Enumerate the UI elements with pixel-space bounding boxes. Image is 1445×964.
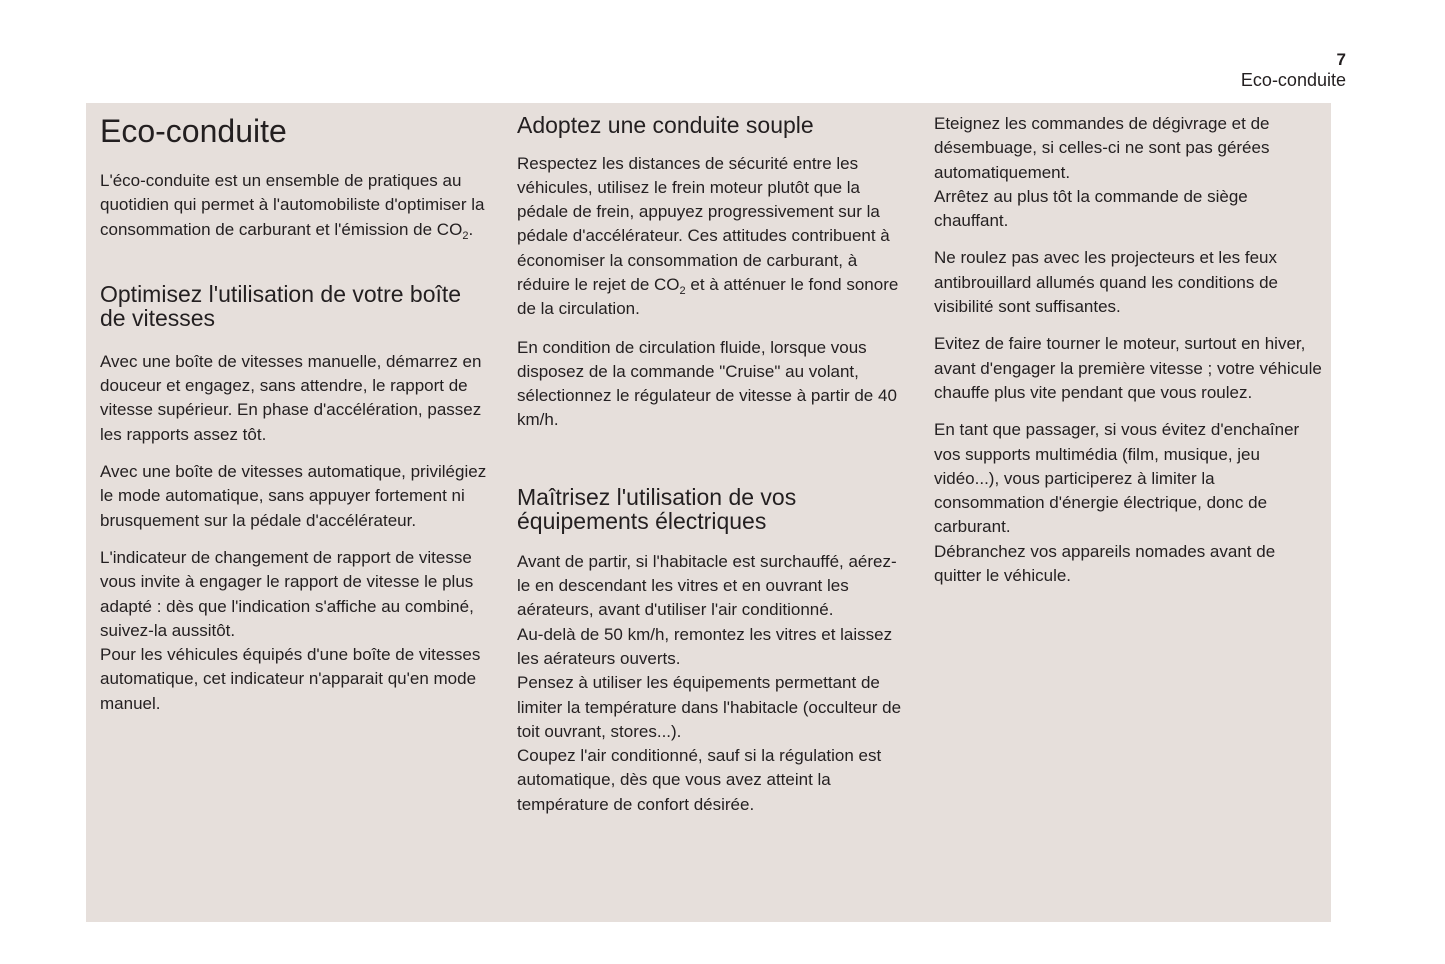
intro-text: L'éco-conduite est un ensemble de pratiques au quotidien qui permet à l'automobiliste d'optimiser la consommation de carburant et l'émission de CO — [100, 171, 485, 239]
intro-paragraph — [100, 169, 492, 242]
electrical-line-1: Avant de partir, si l'habitacle est surchauffé, aérez-le en descendant les vitres et en ouvrant les aérateurs, avant d'utiliser l'air conditionné. — [517, 551, 897, 620]
co2-subscript: 2 — [462, 229, 469, 242]
smooth-driving-text-end: et à atténuer le fond sonore de la circulation. — [517, 274, 899, 319]
paragraph-headlights: Ne roulez pas avec les projecteurs et les feux antibrouillard allumés quand les conditions de visibilité sont suffisantes. — [934, 248, 1278, 317]
content-panel — [86, 103, 1331, 922]
gear-indicator-line-1: L'indicateur de changement de rapport de vitesse vous invite à engager le rapport de vitesse le plus adapté : dès que l'indication s'affiche au combiné, suivez-la aussitôt. — [100, 547, 474, 640]
paragraph-gear-indicator — [100, 546, 492, 716]
section-heading-electrical: Maîtrisez l'utilisation de vos équipements électriques — [517, 483, 797, 535]
paragraph-electrical-equipment — [517, 550, 909, 817]
column-3 — [934, 112, 1326, 601]
multimedia-line-2: Débranchez vos appareils nomades avant de quitter le véhicule. — [934, 541, 1276, 586]
section-heading-smooth-driving: Adoptez une conduite souple — [517, 112, 814, 138]
electrical-line-2: Au-delà de 50 km/h, remontez les vitres et laissez les aérateurs ouverts. — [517, 624, 893, 668]
paragraph-manual-gearbox: Avec une boîte de vitesses manuelle, démarrez en douceur et engagez, sans attendre, le rapport de vitesse supérieur. En phase d'accélération, passez les rapports assez tôt. — [100, 351, 482, 444]
paragraph-automatic-gearbox: Avec une boîte de vitesses automatique, privilégiez le mode automatique, sans appuyer fortement ni brusquement sur la pédale d'accélérateur. — [100, 462, 487, 530]
defrost-line-2: Arrêtez au plus tôt la commande de siège chauffant. — [934, 186, 1248, 231]
paragraph-smooth-driving — [517, 152, 909, 322]
paragraph-engine-idle: Evitez de faire tourner le moteur, surtout en hiver, avant d'engager la première vitesse ; votre véhicule chauffe plus vite pendant que vous roulez. — [934, 334, 1322, 402]
intro-end: . — [468, 219, 474, 239]
smooth-driving-text: Respectez les distances de sécurité entre les véhicules, utilisez le frein moteur plutôt que la pédale de frein, appuyez progressivement sur la pédale d'accélérateur. Ces attitudes contribuent à économiser la consommation de carburant, à réduire le rejet de CO — [517, 153, 890, 294]
defrost-line-1: Eteignez les commandes de dégivrage et de désembuage, si celles-ci ne sont pas gérées automatiquement. — [934, 114, 1270, 182]
page-title: Eco-conduite — [100, 113, 287, 149]
paragraph-multimedia — [934, 418, 1326, 588]
paragraph-cruise-control: En condition de circulation fluide, lorsque vous disposez de la commande "Cruise" au volant, sélectionnez le régulateur de vitesse à partir de 40 km/h. — [517, 337, 897, 430]
multimedia-line-1: En tant que passager, si vous évitez d'enchaîner vos supports multimédia (film, musique, jeu vidéo...), vous participerez à limiter la consommation d'énergie électrique, donc de carburant. — [934, 420, 1300, 537]
paragraph-defrost — [934, 112, 1326, 233]
gear-indicator-line-2: Pour les véhicules équipés d'une boîte de vitesses automatique, cet indicateur n'apparait qu'en mode manuel. — [100, 645, 481, 713]
column-1 — [100, 103, 492, 729]
page-number: 7 — [1336, 50, 1346, 69]
electrical-line-4: Coupez l'air conditionné, sauf si la régulation est automatique, dès que vous avez atteint la température de confort désirée. — [517, 746, 882, 814]
column-2 — [517, 103, 909, 830]
running-header-title: Eco-conduite — [1240, 70, 1346, 90]
section-heading-gearbox: Optimisez l'utilisation de votre boîte de vitesses — [100, 280, 462, 332]
co2-subscript: 2 — [679, 284, 686, 297]
electrical-line-3: Pensez à utiliser les équipements permettant de limiter la température dans l'habitacle (occulteur de toit ouvrant, stores...). — [517, 673, 902, 741]
